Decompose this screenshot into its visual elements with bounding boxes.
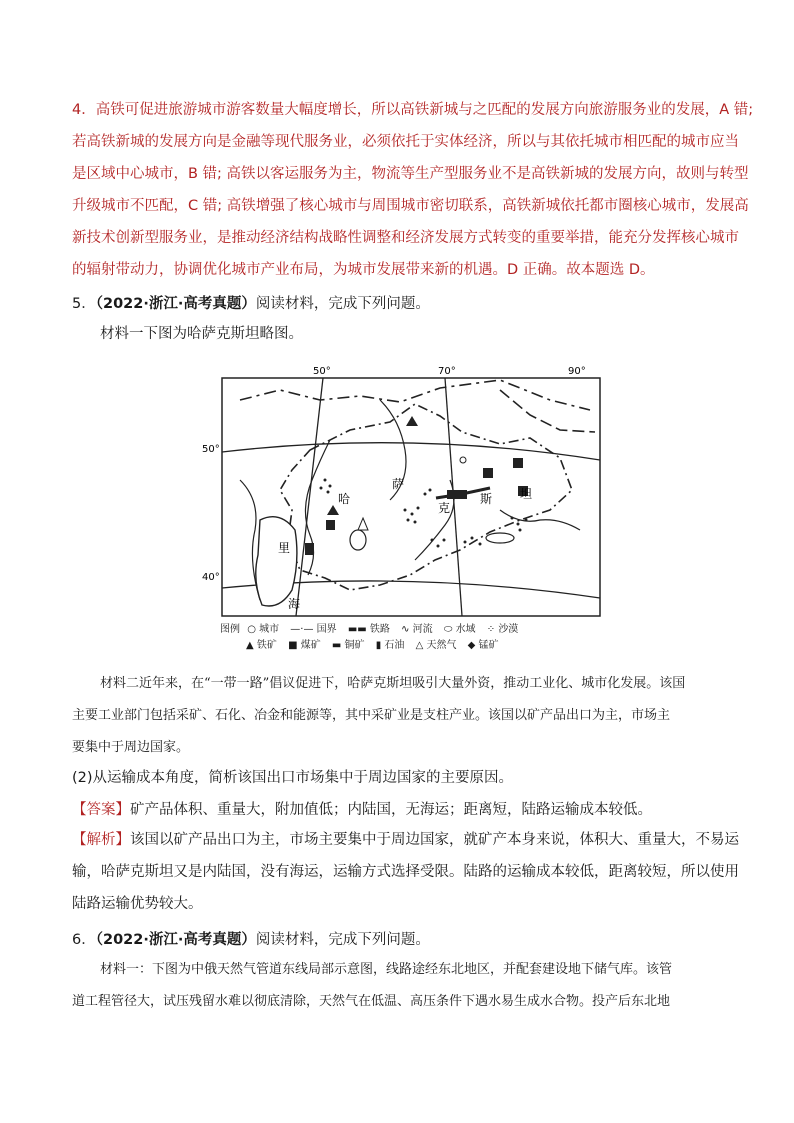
sea-name-char: 里	[278, 541, 291, 555]
legend-item-water: ⬭ 水域	[443, 624, 476, 635]
city-symbol	[460, 457, 466, 463]
q6-material-line: 道工程管径大，试压残留水难以彻底清除，天然气在低温、高压条件下遇水易生成水合物。投产后东北地	[72, 994, 671, 1009]
q6-material-1	[72, 954, 722, 1018]
answer-tag: 【答案】	[72, 802, 130, 818]
analysis-line: 输，哈萨克斯坦又是内陆国，没有海运，运输方式选择受限。陆路的运输成本较低，距离较短，所以使用	[72, 864, 739, 880]
lon-label: 50°	[313, 366, 331, 377]
answer-4-line: 新技术创新型服务业，是推动经济结构战略性调整和经济发展方式转变的重要举措，能充分发挥核心城市	[72, 230, 739, 246]
question-prompt: 阅读材料，完成下列问题。	[255, 932, 430, 948]
legend-item-iron: ▲ 铁矿	[246, 640, 277, 651]
q6-material-line: 材料一：下图为中俄天然气管道东线局部示意图，线路途经东北地区，并配套建设地下储气库。该管	[100, 962, 673, 977]
material-2-line: 材料二近年来，在“一带一路”倡议促进下，哈萨克斯坦吸引大量外资，推动工业化、城市化发展。该国	[100, 676, 686, 691]
answer-4-line: 的辐射带动力，协调优化城市产业布局，为城市发展带来新的机遇。D 正确。故本题选 D。	[72, 262, 655, 278]
analysis-line: 【解析】该国以矿产品出口为主，市场主要集中于周边国家，就矿产本身来说，体积大、重量大，不易运	[72, 832, 739, 848]
country-name-char: 萨	[392, 477, 405, 491]
map-svg	[200, 360, 610, 640]
answer-4-explanation	[72, 94, 754, 286]
lake	[486, 533, 514, 543]
country-name-char: 克	[438, 501, 451, 515]
legend-item-oil: ▮ 石油	[375, 640, 405, 651]
oil-symbol	[305, 543, 314, 555]
lat-label: 50°	[202, 444, 220, 455]
country-name-char: 斯	[480, 492, 493, 506]
legend-item-gas: △ 天然气	[415, 640, 457, 651]
legend-item-copper: ▬ 铜矿	[331, 640, 365, 651]
coal-mine-symbol	[513, 458, 523, 468]
coal-mine-symbol	[326, 520, 335, 530]
analysis-block	[72, 824, 739, 920]
answer-4-line: 升级城市不匹配，C 错; 高铁增强了核心城市与周围城市密切联系，高铁新城依托都市圈核心城市，发展高	[72, 198, 749, 214]
question-source: （2022·浙江·高考真题）	[95, 296, 256, 312]
answer-block	[72, 798, 652, 819]
legend-item-coal: ■ 煤矿	[288, 640, 321, 651]
answer-text: 矿产品体积、重量大，附加值低；内陆国，无海运；距离短，陆路运输成本较低。	[130, 802, 652, 818]
legend-title: 图例	[220, 624, 240, 635]
analysis-line: 陆路运输优势较大。	[72, 896, 203, 912]
material-2-line: 主要工业部门包括采矿、石化、冶金和能源等，其中采矿业是支柱产业。该国以矿产品出口为主，市场主	[72, 708, 671, 723]
question-number: 5．	[72, 296, 96, 312]
answer-4-line: 4．高铁可促进旅游城市游客数量大幅度增长，所以高铁新城与之匹配的发展方向旅游服务业的发展，A 错;	[72, 102, 754, 118]
sea-name-char: 海	[288, 597, 301, 611]
country-name-char: 哈	[338, 492, 351, 506]
material-1-caption: 材料一下图为哈萨克斯坦略图。	[100, 326, 303, 342]
legend-item-desert: ⁘ 沙漠	[486, 624, 519, 635]
lake	[350, 530, 366, 550]
lat-label: 40°	[202, 572, 220, 583]
question-source: （2022·浙江·高考真题）	[95, 932, 256, 948]
answer-4-line: 是区域中心城市，B 错; 高铁以客运服务为主，物流等生产型服务业不是高铁新城的发展方向，故则与转型	[72, 166, 749, 182]
question-5-header	[72, 292, 430, 313]
lon-label: 70°	[438, 366, 456, 377]
question-prompt: 阅读材料，完成下列问题。	[255, 296, 430, 312]
legend-item-river: ∿ 河流	[401, 624, 433, 635]
kazakhstan-map	[200, 360, 610, 640]
question-6-header	[72, 928, 430, 949]
material-2	[72, 668, 722, 764]
legend-item-manganese: ◆ 锰矿	[467, 640, 499, 651]
legend-item-city: ○ 城市	[247, 624, 280, 635]
caspian-sea	[256, 517, 297, 606]
answer-4-line: 若高铁新城的发展方向是金融等现代服务业，必须依托于实体经济，所以与其依托城市相匹配的城市应当	[72, 134, 739, 150]
legend-item-border: —·— 国界	[290, 624, 337, 635]
material-2-line: 要集中于周边国家。	[72, 740, 190, 755]
question-number: 6．	[72, 932, 96, 948]
analysis-tag: 【解析】	[72, 832, 130, 848]
map-legend	[220, 622, 600, 654]
sub-question-2: (2)从运输成本角度，简析该国出口市场集中于周边国家的主要原因。	[72, 770, 514, 786]
country-name-char: 坦	[520, 487, 533, 501]
legend-item-railway: ▬▬ 铁路	[347, 624, 390, 635]
lon-label: 90°	[568, 366, 586, 377]
coal-mine-symbol	[483, 468, 493, 478]
